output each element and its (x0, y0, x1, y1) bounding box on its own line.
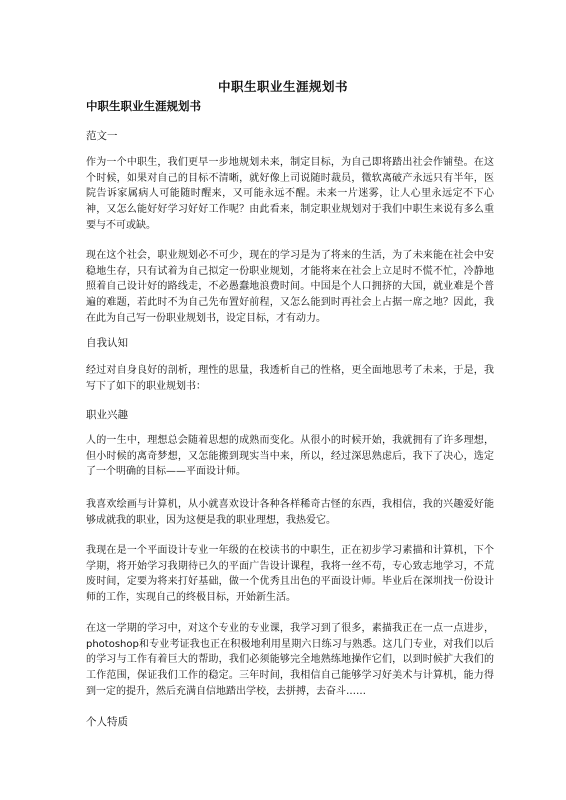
document-subtitle: 中职生职业生涯规划书 (86, 99, 201, 113)
paragraph-society: 现在这个社会，职业规划必不可少，现在的学习是为了将来的生活，为了未来能在社会中安稳地生存，只有试着为自己拟定一份职业规划，才能将来在社会上立足时不慌不忙，冷静地照着自己设计好的路线走，不必愚蠢地浪费时间。中国是个人口拥挤的大国，就业难是个普遍的难题，若此时不为自己先布置好前程，又怎么能到时再社会上占据一席之地？因此，我在此为自己写一份职业规划书，设定目标，才有动力。 (86, 250, 494, 324)
paragraph-self-analysis: 经过对自身良好的剖析，理性的思量，我透析自己的性格，更全面地思考了未来，于是，我写下了如下的职业规划书： (86, 365, 494, 392)
paragraph-semester: 在这一学期的学习中，对这个专业的专业课，我学习到了很多，素描我正在一点一点进步，photoshop和专业考证我也正在积极地利用星期六日练习与熟悉。这几门专业，对我们以后的学习与工作有着巨大的帮助，我们必须能够完全地熟练地操作它们，以到时候扩大我们的工作范围，保证我们工作的稳定。三年时间，我相信自己能够学习好美术与计算机，能力得到一定的提升，然后充满自信地踏出学校，去拼搏，去奋斗…… (86, 623, 494, 697)
sample-label: 范文一 (86, 130, 118, 142)
paragraph-current-study: 我现在是一个平面设计专业一年级的在校读书的中职生，正在初步学习素描和计算机，下个学期，将开始学习我期待已久的平面广告设计课程，我将一丝不苟，专心致志地学习，不荒废时间，定要为将来打好基础，做一个优秀且出色的平面设计师。毕业后在深圳找一份设计师的工作，实现自己的终极目标，开始新生活。 (86, 545, 494, 604)
section-heading-personal-traits: 个人特质 (86, 716, 128, 728)
section-heading-self-awareness: 自我认知 (86, 337, 128, 349)
section-heading-career-interest: 职业兴趣 (86, 409, 128, 421)
paragraph-ideal: 人的一生中，理想总会随着思想的成熟而变化。从很小的时候开始，我就拥有了许多理想，但小时候的离奇梦想，又怎能搬到现实当中来，所以，经过深思熟虑后，我下了决心，选定了一个明确的目标——平面设计师。 (86, 435, 494, 478)
paragraph-hobby: 我喜欢绘画与计算机，从小就喜欢设计各种各样稀奇古怪的东西，我相信，我的兴趣爱好能够成就我的职业，因为这便是我的职业理想，我热爱它。 (86, 499, 494, 526)
document-title: 中职生职业生涯规划书 (217, 79, 348, 94)
paragraph-intro: 作为一个中职生，我们更早一步地规划未来，制定目标，为自己即将踏出社会作铺垫。在这个时候，如果对自己的目标不清晰，就好像上司说随时裁员，微软离破产永远只有半年，医院告诉家属病人可能随时醒来，又可能永远不醒。未来一片迷雾，让人心里永远定不下心神，又怎么能好好学习好好工作呢？由此看来，制定职业规划对于我们中职生来说有多么重要与不可或缺。 (86, 157, 494, 231)
